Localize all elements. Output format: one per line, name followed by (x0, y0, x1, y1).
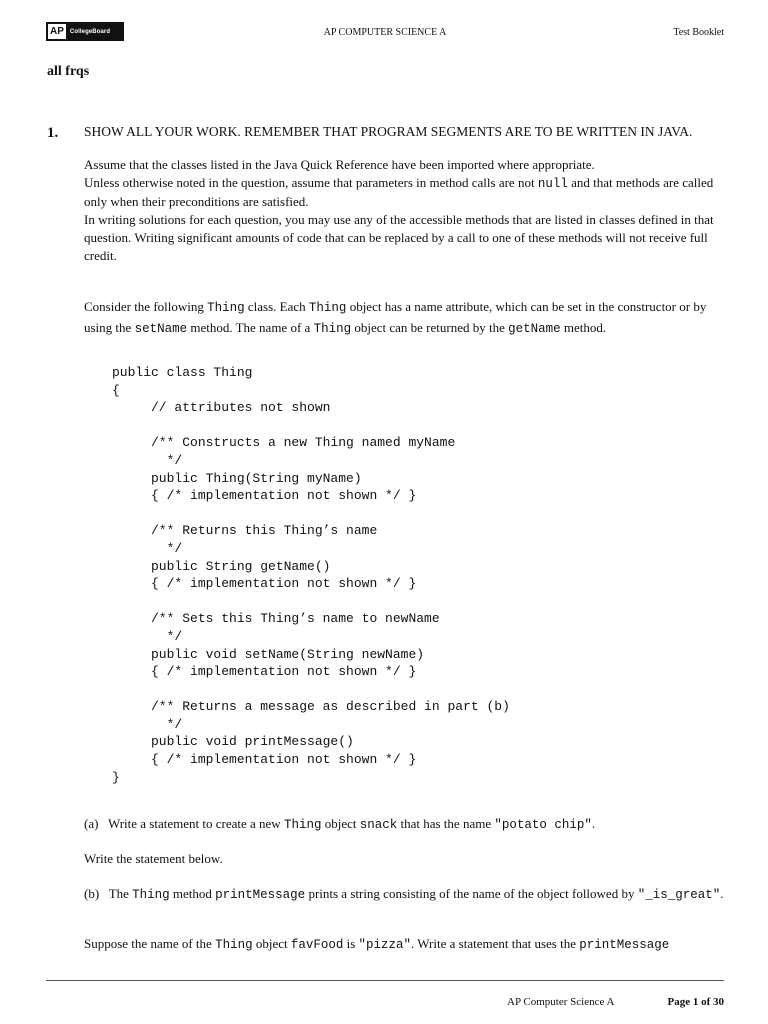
inline-code: setName (134, 322, 188, 336)
inline-code: getName (508, 322, 561, 336)
inline-code: null (537, 177, 568, 191)
inline-code: Thing (313, 322, 352, 336)
inline-code: Thing (207, 301, 245, 315)
inline-code: "pizza" (358, 938, 412, 952)
inline-code: Thing (132, 888, 170, 902)
text: . (720, 886, 724, 901)
inline-code: "_is_great" (637, 888, 721, 902)
logo-ap-text: AP (50, 26, 64, 37)
code-line: { /* implementation not shown */ } (112, 576, 417, 592)
inline-code: Thing (308, 301, 347, 315)
text: Suppose the name of the (84, 936, 216, 951)
intro-text: and that methods are called only when their preconditions are satisfied. (84, 175, 714, 209)
inline-code: snack (359, 818, 398, 832)
part-label: (a) (84, 816, 99, 831)
inline-code: printMessage (579, 938, 670, 952)
text: method. The name of a (187, 320, 314, 335)
intro-paragraph-2 (84, 174, 724, 211)
inline-code: favFood (290, 938, 344, 952)
text: The (108, 886, 133, 901)
code-line: } (112, 769, 120, 785)
write-statement-below: Write the statement below. (84, 851, 223, 866)
question-instruction: SHOW ALL YOUR WORK. REMEMBER THAT PROGRAM SEGMENTS ARE TO BE WRITTEN IN JAVA. (84, 124, 693, 139)
text: method. (560, 320, 607, 335)
code-line: { /* implementation not shown */ } (112, 664, 417, 680)
code-line: /** Sets this Thing’s name to newName (112, 611, 440, 627)
text: is (343, 936, 359, 951)
code-line: */ (112, 452, 183, 468)
part-b-prompt (84, 884, 724, 905)
text: prints a string consisting of the name of the object followed by (305, 886, 638, 901)
class-description (84, 297, 724, 339)
code-line: */ (112, 540, 183, 556)
text: object has a name attribute, which can be set in the constructor or by using the (84, 299, 707, 335)
inline-code: Thing (283, 818, 322, 832)
code-line: */ (112, 716, 183, 732)
inline-code: printMessage (215, 888, 306, 902)
document-title: all frqs (47, 64, 90, 79)
text: that has the name (397, 816, 495, 831)
page-number: Page 1 of 30 (667, 996, 724, 1008)
code-line: public Thing(String myName) (112, 470, 362, 486)
code-line: /** Constructs a new Thing named myName (112, 435, 456, 451)
text: object (321, 816, 360, 831)
thing-class-code-block (112, 364, 510, 786)
code-line: public String getName() (112, 558, 331, 574)
question-number: 1. (47, 125, 59, 141)
code-line: */ (112, 628, 183, 644)
intro-paragraph-3: In writing solutions for each question, you may use any of the accessible methods that are listed in classes defined in that question. Writing significant amounts of code that can be replaced by a call to one of these methods will not receive full credit. (84, 212, 714, 263)
text: Write a statement to create a new (107, 816, 284, 831)
intro-paragraph-1: Assume that the classes listed in the Java Quick Reference have been imported where appropriate. (84, 157, 595, 172)
part-a-prompt (84, 816, 595, 832)
text: object (252, 936, 291, 951)
code-line: { /* implementation not shown */ } (112, 752, 417, 768)
text: . Write a statement that uses the (411, 936, 580, 951)
code-line: { (112, 382, 120, 398)
page-header (46, 22, 724, 46)
inline-code: Thing (215, 938, 253, 952)
text: class. Each (244, 299, 309, 314)
text: object can be returned by the (351, 320, 509, 335)
inline-code: "potato chip" (494, 818, 592, 832)
code-line: // attributes not shown (112, 400, 331, 416)
footer-divider (46, 980, 724, 981)
part-label: (b) (84, 886, 100, 901)
code-line: public void setName(String newName) (112, 646, 425, 662)
intro-text: Unless otherwise noted in the question, assume that parameters in method calls are not (84, 175, 538, 190)
text: method (169, 886, 216, 901)
code-line: /** Returns this Thing’s name (112, 523, 378, 539)
text: . (591, 816, 596, 831)
text: Consider the following (84, 299, 208, 314)
code-line: public class Thing (112, 365, 253, 380)
part-b-suppose (84, 936, 669, 952)
intro-instructions (84, 156, 724, 265)
code-line: { /* implementation not shown */ } (112, 488, 417, 504)
logo-collegeboard-text: CollegeBoard (69, 28, 111, 35)
header-course-title: AP COMPUTER SCIENCE A (323, 27, 447, 38)
header-booklet-label: Test Booklet (673, 27, 724, 38)
code-line: /** Returns a message as described in part (b) (112, 699, 510, 715)
code-line: public void printMessage() (112, 734, 354, 750)
footer-course: AP Computer Science A (507, 996, 615, 1008)
